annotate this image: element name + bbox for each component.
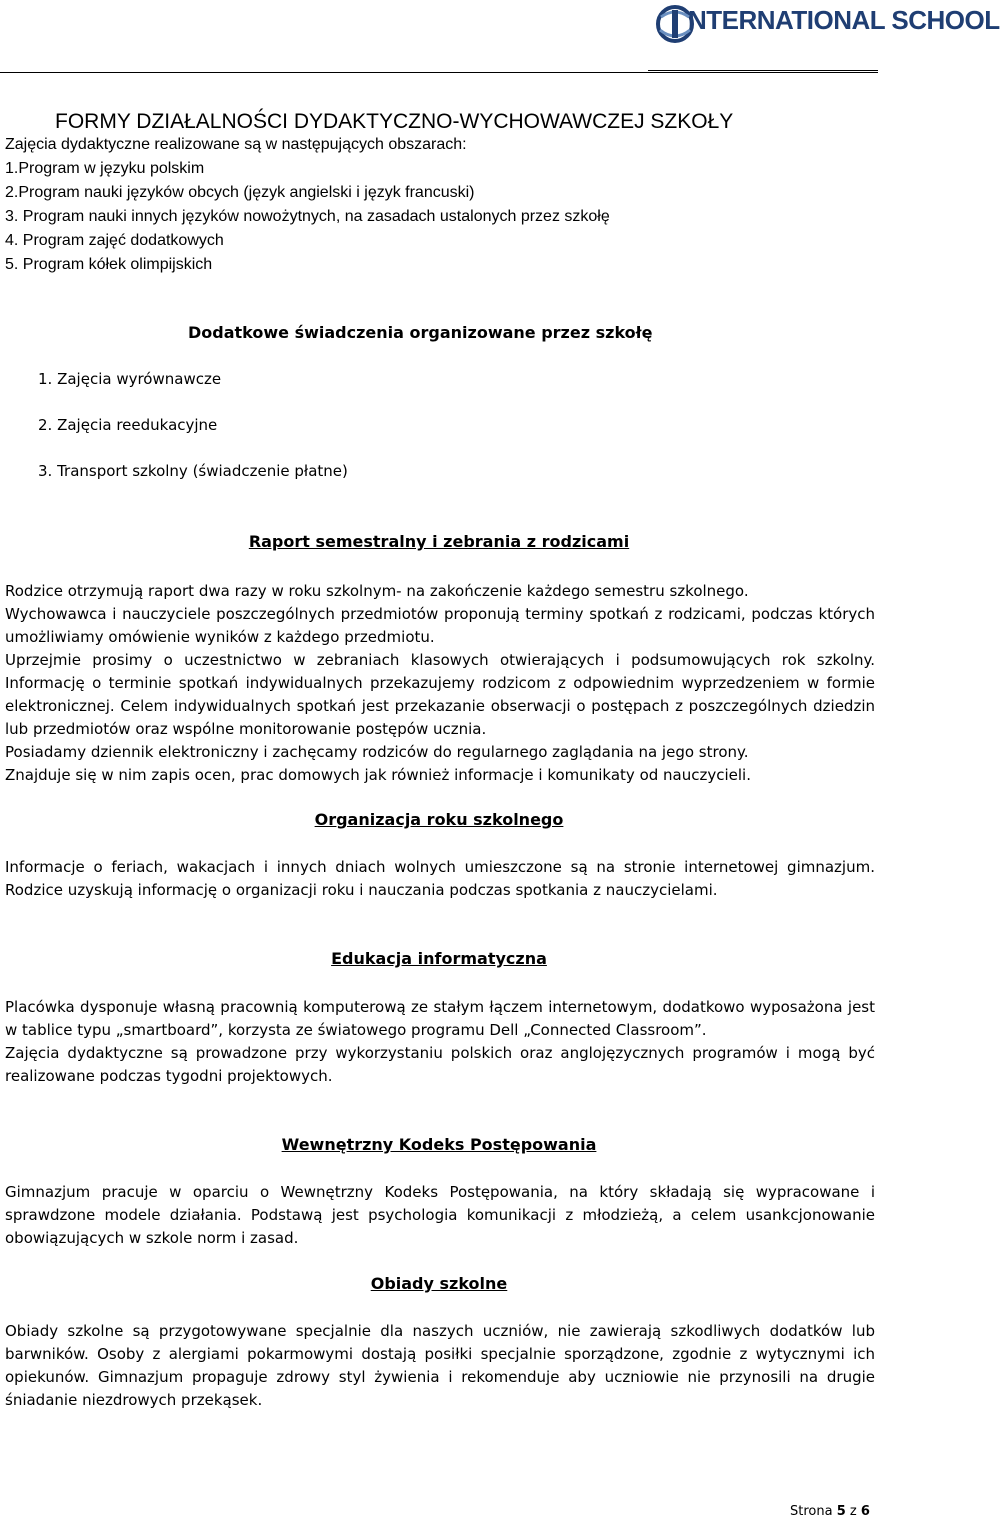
program-item: 5. Program kółek olimpijskich [5, 256, 213, 273]
page-footer [790, 1504, 870, 1519]
page-title: FORMY DZIAŁALNOŚCI DYDAKTYCZNO-WYCHOWAWCZEJ SZKOŁY [55, 110, 734, 133]
additional-item: 3. Transport szkolny (świadczenie płatne) [38, 462, 348, 480]
additional-heading: Dodatkowe świadczenia organizowane przez szkołę [188, 323, 653, 342]
kodeks-paragraph: Gimnazjum pracuje w oparciu o Wewnętrzny Kodeks Postępowania, na który składają się wypracowane i sprawdzone modele działania. Podstawą jest psychologia komunikacji z młodzieżą, a celem usankcjonowanie obowiązujących w szkole norm i zasad. [5, 1183, 875, 1247]
program-item: 1.Program w języku polskim [5, 160, 205, 177]
raport-paragraph: Wychowawca i nauczyciele poszczególnych przedmiotów proponują terminy spotkań z rodzicami, podczas których umożliwiamy omówienie wyników z każdego przedmiotu. [5, 605, 875, 646]
header-divider-accent [648, 70, 878, 71]
raport-heading: Raport semestralny i zebrania z rodzicami [248, 532, 630, 551]
kodeks-heading: Wewnętrzny Kodeks Postępowania [281, 1135, 597, 1154]
program-item: 4. Program zajęć dodatkowych [5, 232, 224, 249]
edukacja-text [5, 996, 875, 1088]
additional-item: 1. Zajęcia wyrównawcze [38, 370, 222, 388]
edukacja-paragraph: Zajęcia dydaktyczne są prowadzone przy wykorzystaniu polskich oraz anglojęzycznych programów i mogą być realizowane podczas tygodni projektowych. [5, 1044, 875, 1085]
obiady-paragraph: Obiady szkolne są przygotowywane specjalnie dla naszych uczniów, nie zawierają szkodliwych dodatków lub barwników. Osoby z alergiami pokarmowymi dostają posiłki specjalnie sporządzone, zgodnie z wytycznymi ich opiekunów. Gimnazjum propaguje zdrowy styl żywienia i rekomenduje aby uczniowie nie przynosili na drugie śniadanie niezdrowych przekąsek. [5, 1322, 875, 1409]
footer-page-number: 5 [836, 1504, 846, 1519]
logo-text: NTERNATIONAL SCHOOL [688, 5, 1000, 35]
raport-paragraph: Uprzejmie prosimy o uczestnictwo w zebraniach klasowych otwierających i podsumowujących rok szkolny. Informację o terminie spotkań indywidualnych przekazujemy rodzicom z odpowiednim wyprzedzeniem w formie elektronicznej. Celem indywidualnych spotkań jest przekazanie obserwacji o postępach z poszczególnych dziedzin lub przedmiotów oraz wspólne monitorowanie postępów ucznia. [5, 651, 875, 738]
edukacja-paragraph: Placówka dysponuje własną pracownią komputerową ze stałym łączem internetowym, dodatkowo wyposażona jest w tablice typu „smartboard”, korzysta ze światowego programu Dell „Connected Classroom”. [5, 998, 875, 1039]
raport-paragraph: Znajduje się w nim zapis ocen, prac domowych jak również informacje i komunikaty od nauczycieli. [5, 766, 751, 784]
intro-text: Zajęcia dydaktyczne realizowane są w następujących obszarach: [5, 136, 467, 153]
footer-label: Strona [790, 1504, 833, 1519]
footer-total-pages: 6 [860, 1504, 870, 1519]
header-divider [0, 72, 878, 73]
obiady-heading: Obiady szkolne [370, 1274, 508, 1293]
additional-item: 2. Zajęcia reedukacyjne [38, 416, 218, 434]
edukacja-heading: Edukacja informatyczna [331, 949, 547, 968]
raport-paragraph: Rodzice otrzymują raport dwa razy w roku szkolnym- na zakończenie każdego semestru szkolnego. [5, 582, 749, 600]
program-item: 3. Program nauki innych języków nowożytnych, na zasadach ustalonych przez szkołę [5, 208, 610, 225]
organizacja-heading: Organizacja roku szkolnego [314, 810, 564, 829]
footer-of: z [849, 1504, 857, 1519]
program-item: 2.Program nauki języków obcych (język angielski i język francuski) [5, 184, 475, 201]
raport-paragraph: Posiadamy dziennik elektroniczny i zachęcamy rodziców do regularnego zaglądania na jego strony. [5, 743, 749, 761]
raport-text [5, 580, 875, 787]
organizacja-paragraph: Informacje o feriach, wakacjach i innych dniach wolnych umieszczone są na stronie internetowej gimnazjum. Rodzice uzyskują informację o organizacji roku i nauczania podczas spotkania z nauczycielami. [5, 858, 875, 899]
